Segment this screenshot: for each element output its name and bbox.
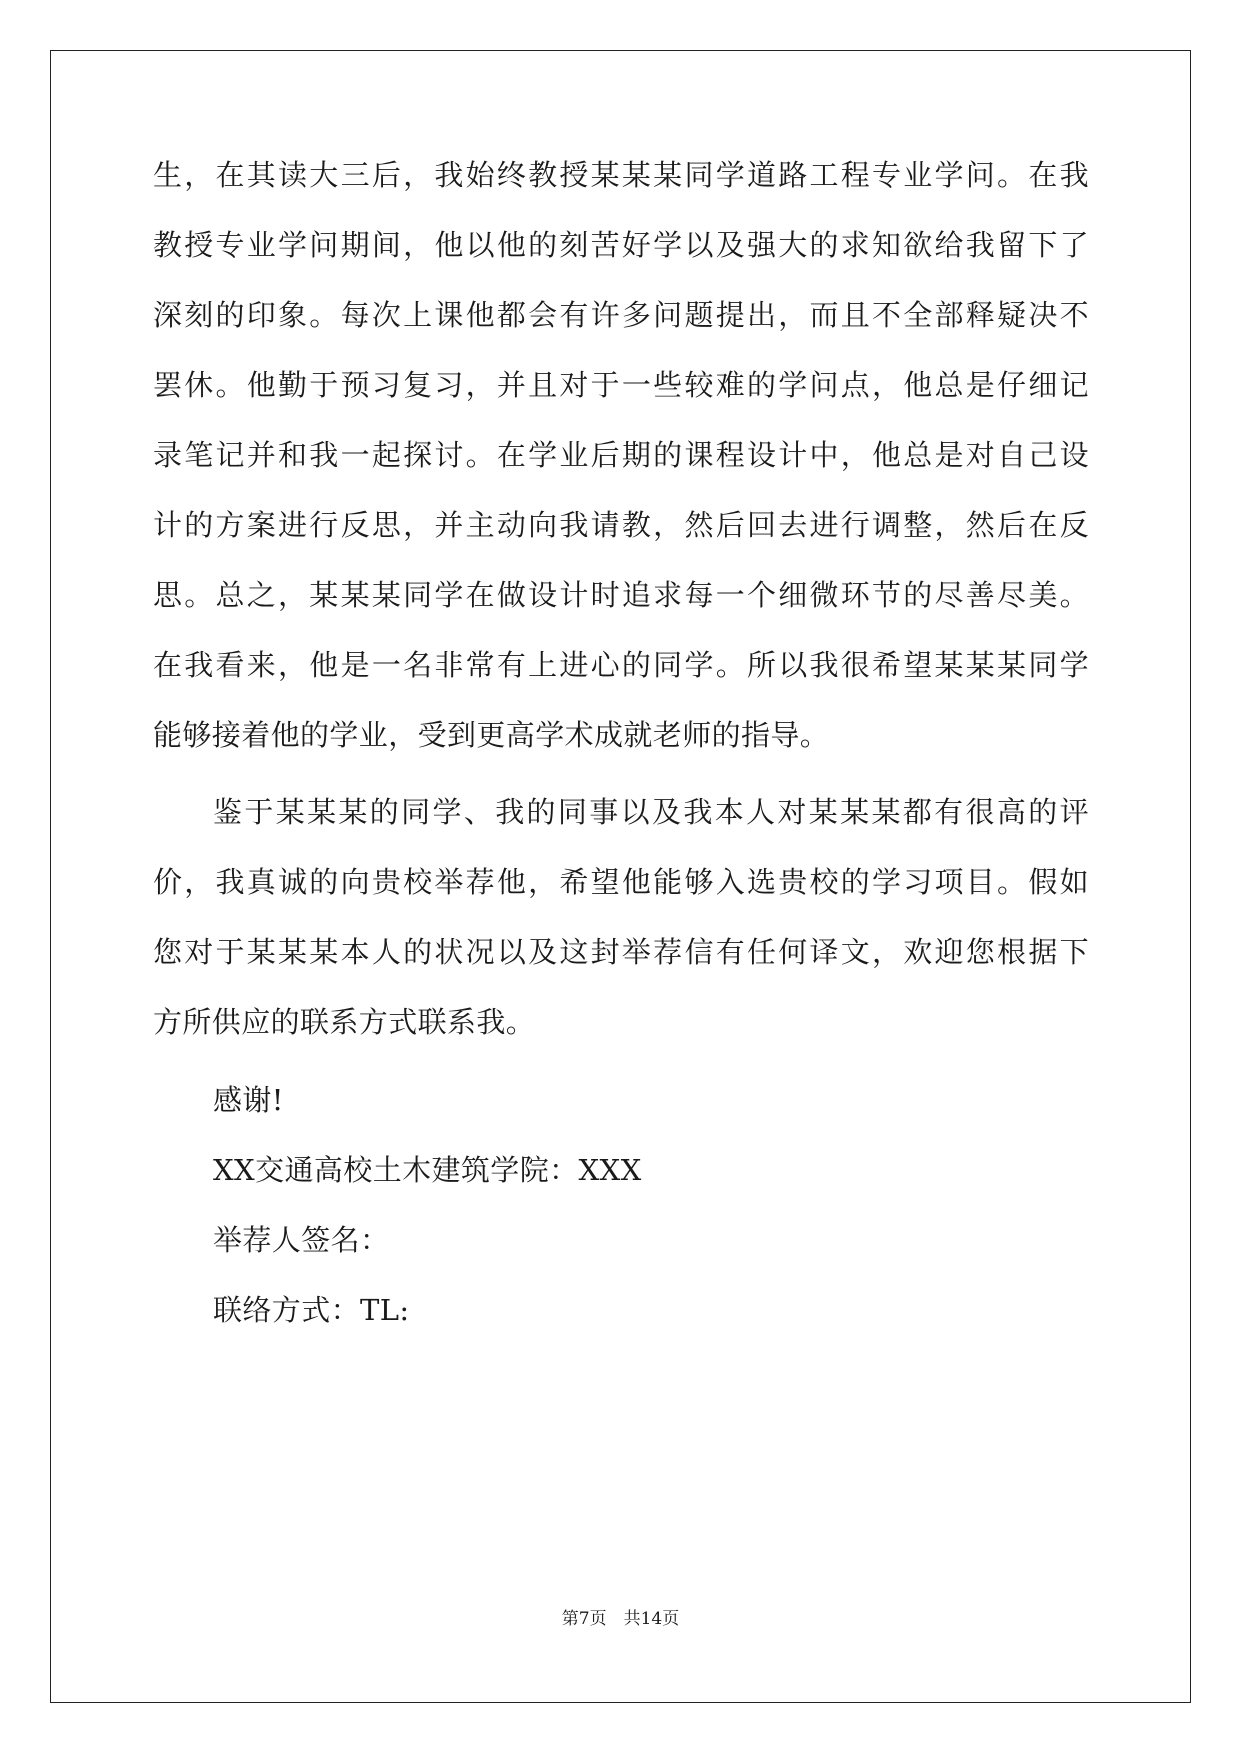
closing-thanks: 感谢! [213, 1083, 284, 1117]
paragraph-line: 教授专业学问期间，他以他的刻苦好学以及强大的求知欲给我留下了 [153, 228, 1089, 262]
contact-label: 联络方式：TL: [213, 1293, 410, 1327]
paragraph-line: 罢休。他勤于预习复习，并且对于一些较难的学问点，他总是仔细记 [153, 368, 1089, 402]
institution-line: XX交通高校土木建筑学院：XXX [213, 1153, 642, 1187]
paragraph-line: 思。总之，某某某同学在做设计时追求每一个细微环节的尽善尽美。 [153, 578, 1089, 612]
paragraph-line: 计的方案进行反思，并主动向我请教，然后回去进行调整，然后在反 [153, 508, 1089, 542]
paragraph-line: 在我看来，他是一名非常有上进心的同学。所以我很希望某某某同学 [153, 648, 1089, 682]
paragraph-line: 方所供应的联系方式联系我。 [153, 1005, 536, 1039]
paragraph-line: 生，在其读大三后，我始终教授某某某同学道路工程专业学问。在我 [153, 158, 1089, 192]
paragraph-line: 深刻的印象。每次上课他都会有许多问题提出，而且不全部释疑决不 [153, 298, 1089, 332]
paragraph-line: 您对于某某某本人的状况以及这封举荐信有任何译文，欢迎您根据下 [153, 935, 1089, 969]
paragraph-line: 价，我真诚的向贵校举荐他，希望他能够入选贵校的学习项目。假如 [153, 865, 1089, 899]
signature-label: 举荐人签名： [213, 1223, 390, 1257]
paragraph-first-line: 鉴于某某某的同学、我的同事以及我本人对某某某都有很高的评 [213, 795, 1089, 829]
paragraph-line: 能够接着他的学业，受到更高学术成就老师的指导。 [153, 718, 830, 752]
paragraph-line: 录笔记并和我一起探讨。在学业后期的课程设计中，他总是对自己设 [153, 438, 1089, 472]
page-number: 第7页 共14页 [561, 1609, 680, 1629]
